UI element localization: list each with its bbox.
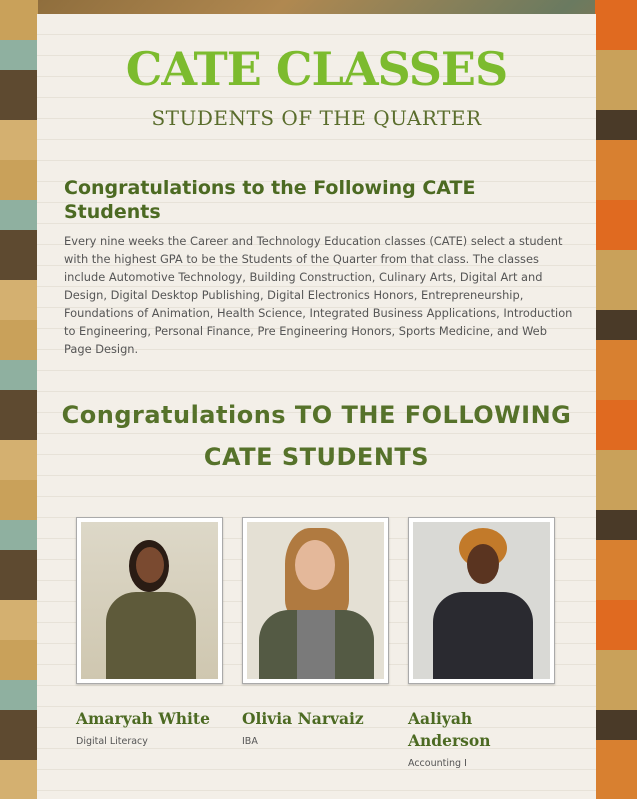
section-heading: Congratulations TO THE FOLLOWING CATE STUDENTS	[61, 401, 572, 471]
background-photo-left	[0, 0, 38, 799]
student-photo[interactable]	[408, 517, 555, 684]
student-name: Aaliyah Anderson	[408, 709, 491, 750]
student-name: Olivia Narvaiz	[242, 709, 364, 728]
intro-heading: Congratulations to the Following CATE Students	[64, 177, 476, 223]
page-subtitle: STUDENTS OF THE QUARTER	[151, 106, 482, 130]
student-card	[242, 517, 389, 747]
student-photo[interactable]	[76, 517, 223, 684]
student-class: IBA	[242, 736, 258, 747]
student-name: Amaryah White	[76, 709, 210, 728]
student-card	[408, 517, 555, 769]
student-class: Digital Literacy	[76, 736, 148, 747]
background-photo-right	[595, 0, 637, 799]
student-card	[76, 517, 223, 747]
content-panel	[37, 14, 596, 799]
student-photo[interactable]	[242, 517, 389, 684]
student-class: Accounting I	[408, 758, 467, 769]
page-title: CATE CLASSES	[125, 42, 508, 96]
intro-paragraph: Every nine weeks the Career and Technology Education classes (CATE) select a student with the highest GPA to be the Students of the Quarter from that class. The classes include Automotive Technology, Building Construction, Culinary Arts, Digital Art and Design, Digital Desktop Publishing, Digital Electronics Honors, Entrepreneurship, Foundations of Animation, Health Science, Integrated Business Applications, Introduction to Engineering, Personal Finance, Pre Engineering Honors, Sports Medicine, and Web Page Design.	[64, 234, 573, 356]
